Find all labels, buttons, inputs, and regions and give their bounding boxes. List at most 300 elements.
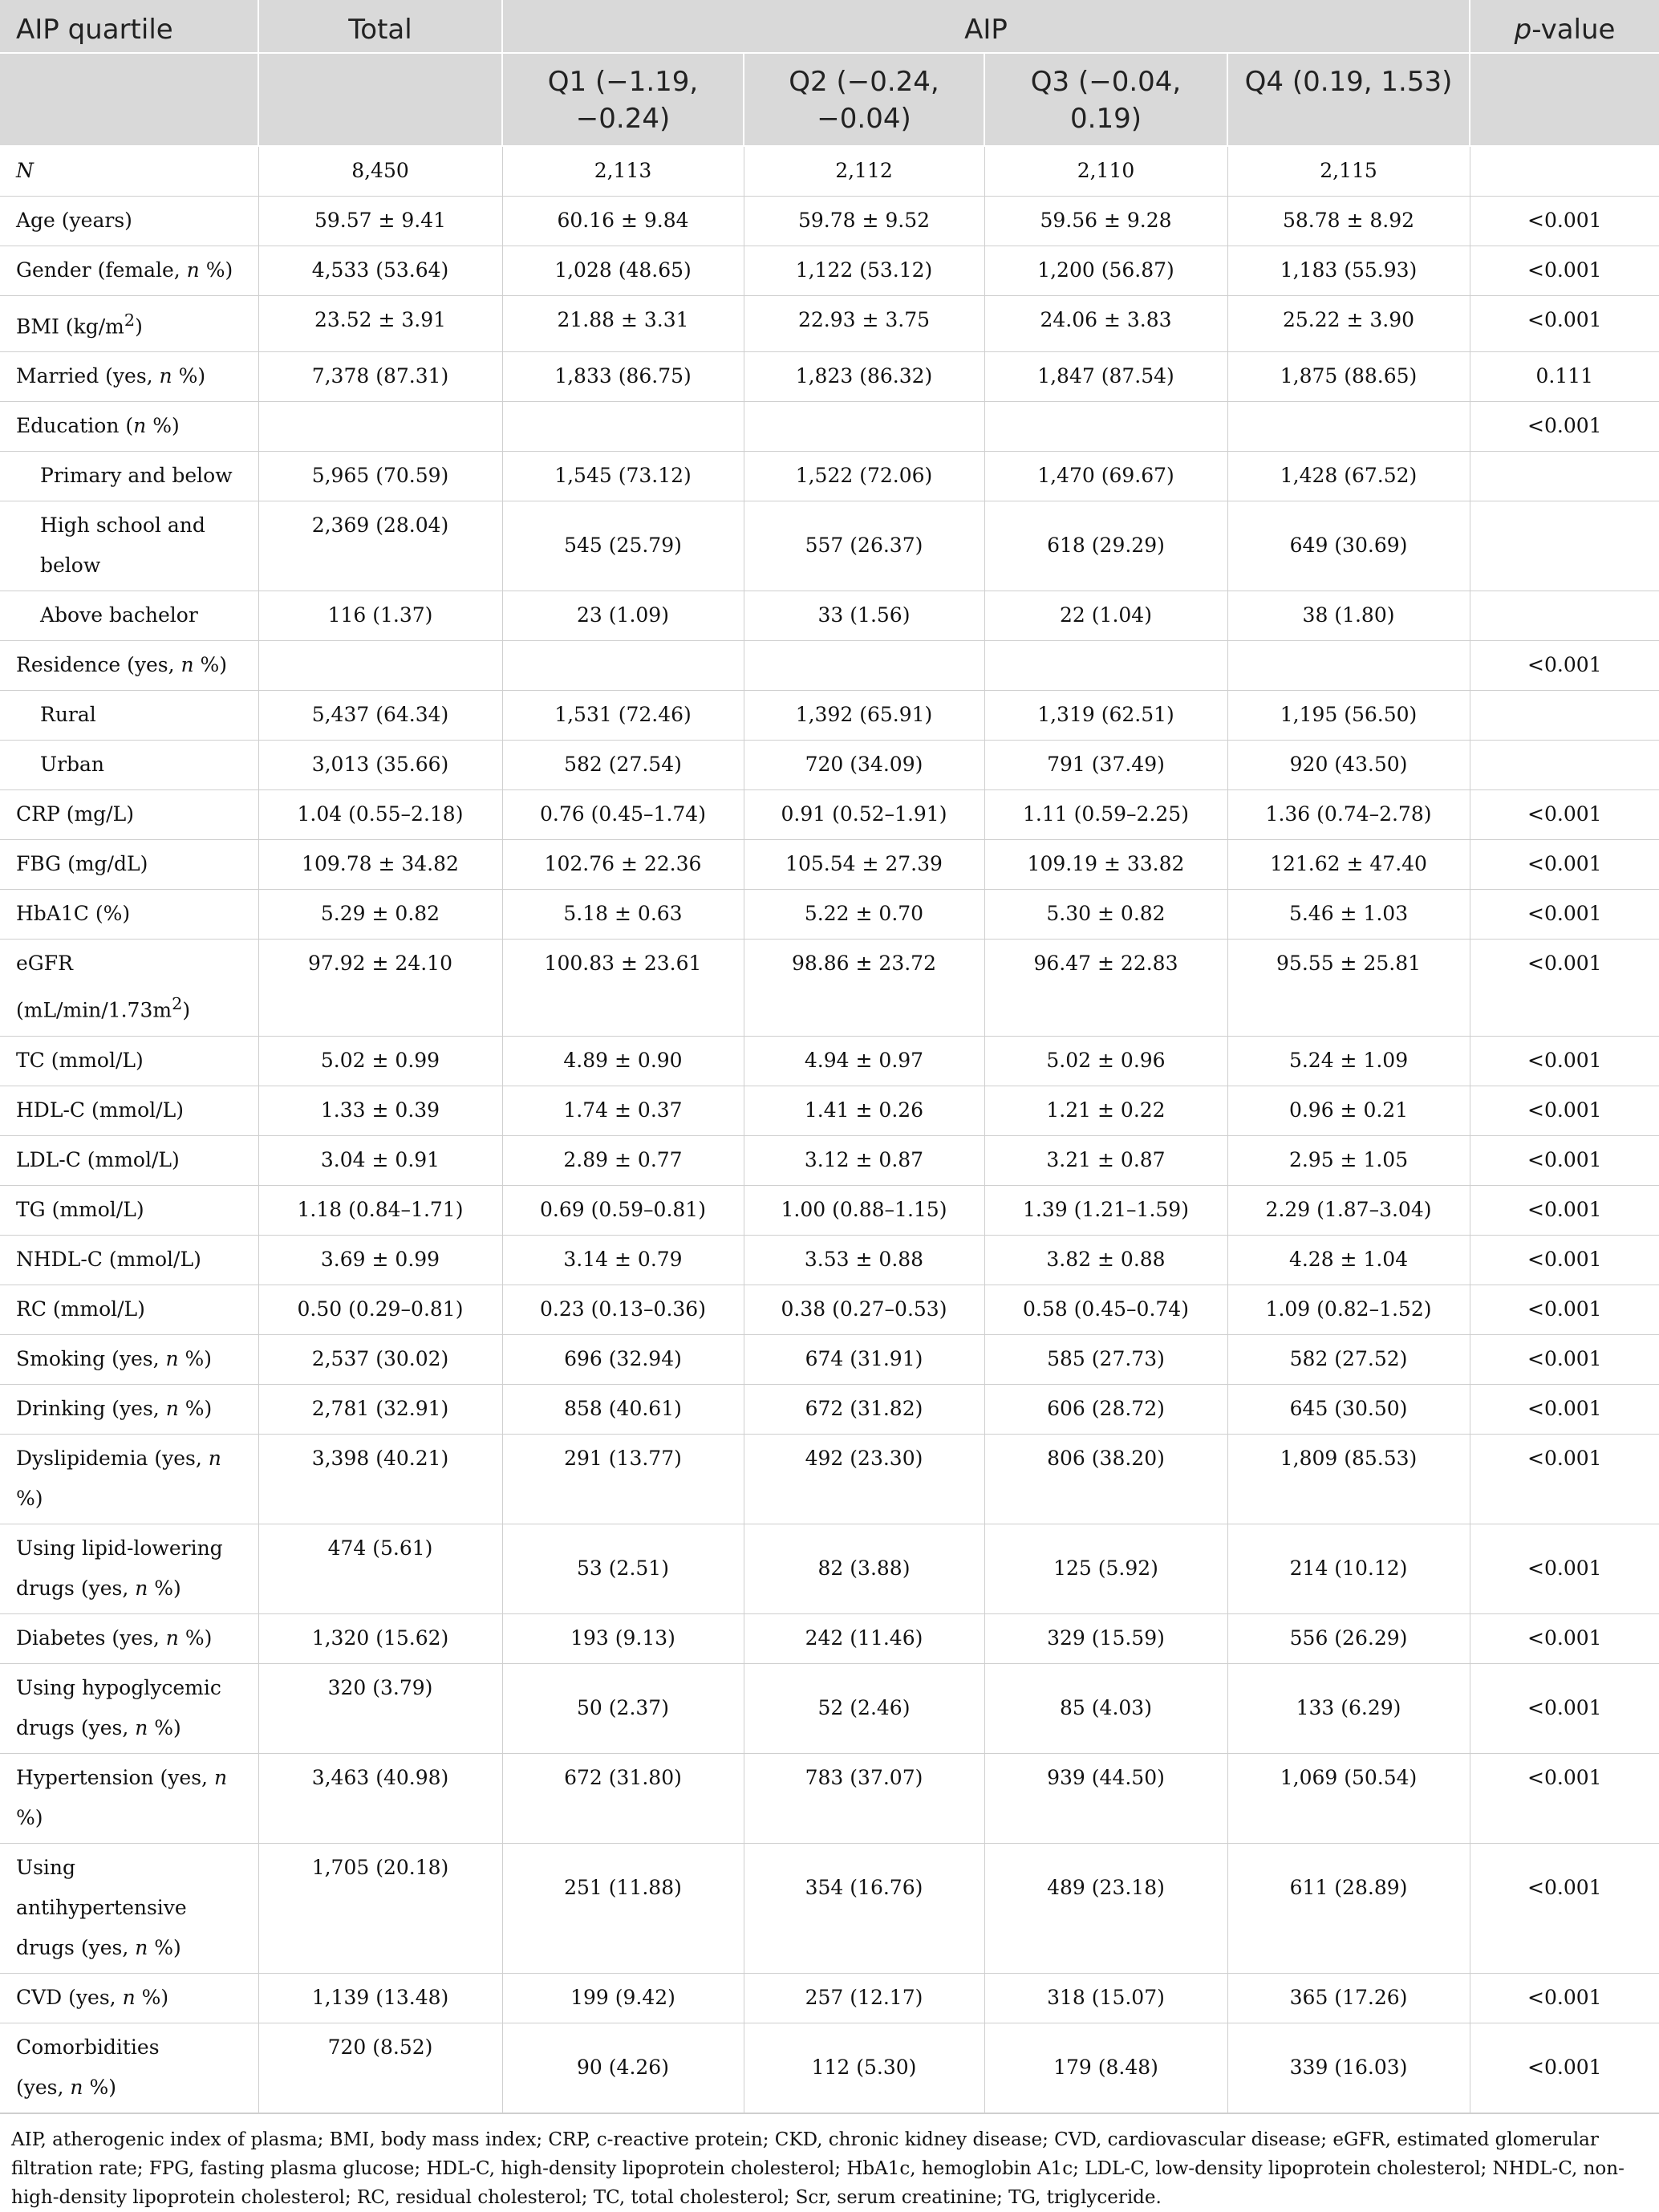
cell-q2: 492 (23.30)	[744, 1434, 984, 1524]
row-label: HbA1C (%)	[0, 890, 258, 940]
cell-total: 23.52 ± 3.91	[258, 296, 502, 352]
cell-q2: 5.22 ± 0.70	[744, 890, 984, 940]
cell-p: <0.001	[1470, 1185, 1659, 1235]
row-label: Age (years)	[0, 197, 258, 246]
cell-q1: 5.18 ± 0.63	[502, 890, 744, 940]
cell-q2: 112 (5.30)	[744, 2023, 984, 2113]
cell-p: <0.001	[1470, 840, 1659, 890]
cell-q3: 109.19 ± 33.82	[984, 840, 1227, 890]
table-row	[0, 790, 1659, 840]
table-row	[0, 1334, 1659, 1384]
label-text: drugs (yes,	[16, 1715, 136, 1739]
cell-q1: 696 (32.94)	[502, 1334, 744, 1384]
label-text: %)	[178, 1626, 213, 1650]
label-text: )	[182, 998, 191, 1022]
cell-q4: 2,115	[1227, 146, 1470, 197]
cell-q3: 618 (29.29)	[984, 501, 1227, 591]
cell-p: <0.001	[1470, 1843, 1659, 1973]
header-aip-quartile: AIP quartile	[0, 0, 258, 53]
table-row	[0, 501, 1659, 591]
cell-total: 3,013 (35.66)	[258, 741, 502, 790]
table-row	[0, 246, 1659, 296]
label-text: %)	[83, 2075, 116, 2099]
cell-total: 1.04 (0.55–2.18)	[258, 790, 502, 840]
label-sup: 2	[124, 310, 136, 330]
cell-total: 5.29 ± 0.82	[258, 890, 502, 940]
cell-q1: 21.88 ± 3.31	[502, 296, 744, 352]
label-text: Married (yes,	[16, 364, 160, 388]
cell-q4: 133 (6.29)	[1227, 1663, 1470, 1753]
cell-p: <0.001	[1470, 1384, 1659, 1434]
cell-q3: 96.47 ± 22.83	[984, 940, 1227, 1036]
cell-q3: 939 (44.50)	[984, 1753, 1227, 1843]
row-label	[0, 1753, 258, 1843]
label-n: n	[165, 1396, 179, 1420]
cell-total: 720 (8.52)	[258, 2023, 502, 2113]
cell-q4: 339 (16.03)	[1227, 2023, 1470, 2113]
row-label	[0, 402, 258, 452]
row-label	[0, 1613, 258, 1663]
cell-q1: 1.74 ± 0.37	[502, 1086, 744, 1135]
label-text: Smoking (yes,	[16, 1346, 166, 1370]
label-text: %)	[16, 1486, 43, 1510]
label-text: Dyslipidemia (yes,	[16, 1446, 209, 1470]
cell-q4: 95.55 ± 25.81	[1227, 940, 1470, 1036]
row-label: LDL-C (mmol/L)	[0, 1135, 258, 1185]
cell-total: 8,450	[258, 146, 502, 197]
cell-p: <0.001	[1470, 1434, 1659, 1524]
cell-q1: 2,113	[502, 146, 744, 197]
cell-total: 320 (3.79)	[258, 1663, 502, 1753]
cell-q2: 720 (34.09)	[744, 741, 984, 790]
cell-q2: 2,112	[744, 146, 984, 197]
cell-q3: 3.82 ± 0.88	[984, 1235, 1227, 1285]
cell-total: 1.33 ± 0.39	[258, 1086, 502, 1135]
cell-q4	[1227, 402, 1470, 452]
cell-p: <0.001	[1470, 641, 1659, 691]
label-sup: 2	[172, 994, 183, 1014]
cell-q2: 4.94 ± 0.97	[744, 1036, 984, 1086]
cell-q4: 1,875 (88.65)	[1227, 352, 1470, 402]
row-label: HDL-C (mmol/L)	[0, 1086, 258, 1135]
cell-q2	[744, 641, 984, 691]
cell-q1: 4.89 ± 0.90	[502, 1036, 744, 1086]
label-line-1: Using antihypertensive	[16, 1855, 187, 1919]
cell-p: <0.001	[1470, 1334, 1659, 1384]
cell-p: <0.001	[1470, 1285, 1659, 1334]
cell-q4: 5.46 ± 1.03	[1227, 890, 1470, 940]
label-n: n	[122, 1985, 136, 2009]
header-row-2	[0, 53, 1659, 146]
cell-q4: 1,809 (85.53)	[1227, 1434, 1470, 1524]
label-text: BMI (kg/m	[16, 315, 124, 339]
cell-p: 0.111	[1470, 352, 1659, 402]
header-q4: Q4 (0.19, 1.53)	[1227, 53, 1470, 146]
cell-q4: 1.36 (0.74–2.78)	[1227, 790, 1470, 840]
cell-p: <0.001	[1470, 1524, 1659, 1613]
table-body	[0, 146, 1659, 2113]
label-text: CVD (yes,	[16, 1985, 123, 2009]
cell-p: <0.001	[1470, 402, 1659, 452]
cell-q1: 23 (1.09)	[502, 591, 744, 641]
header-aip-group: AIP	[502, 0, 1470, 53]
cell-q3: 1,319 (62.51)	[984, 691, 1227, 741]
label-text: Hypertension (yes,	[16, 1765, 214, 1789]
row-label: RC (mmol/L)	[0, 1285, 258, 1334]
cell-q2: 105.54 ± 27.39	[744, 840, 984, 890]
cell-p	[1470, 691, 1659, 741]
cell-q4: 582 (27.52)	[1227, 1334, 1470, 1384]
label-n: n	[213, 1765, 228, 1789]
cell-total: 7,378 (87.31)	[258, 352, 502, 402]
cell-q2: 1.00 (0.88–1.15)	[744, 1185, 984, 1235]
cell-q1: 193 (9.13)	[502, 1613, 744, 1663]
cell-total	[258, 641, 502, 691]
row-label	[0, 2023, 258, 2113]
cell-q2: 1.41 ± 0.26	[744, 1086, 984, 1135]
cell-q2: 557 (26.37)	[744, 501, 984, 591]
cell-q2: 33 (1.56)	[744, 591, 984, 641]
table-row	[0, 741, 1659, 790]
row-label: Primary and below	[0, 452, 258, 501]
cell-q1: 1,531 (72.46)	[502, 691, 744, 741]
cell-q2: 98.86 ± 23.72	[744, 940, 984, 1036]
cell-q2: 674 (31.91)	[744, 1334, 984, 1384]
row-label: Rural	[0, 691, 258, 741]
cell-q1: 0.23 (0.13–0.36)	[502, 1285, 744, 1334]
cell-q1	[502, 402, 744, 452]
row-label	[0, 352, 258, 402]
label-text: %)	[148, 1715, 181, 1739]
cell-q4: 1,183 (55.93)	[1227, 246, 1470, 296]
cell-q1: 545 (25.79)	[502, 501, 744, 591]
cell-q1: 100.83 ± 23.61	[502, 940, 744, 1036]
cell-q3: 0.58 (0.45–0.74)	[984, 1285, 1227, 1334]
table-row	[0, 296, 1659, 352]
header-p-value	[1470, 0, 1659, 53]
cell-q4: 1,195 (56.50)	[1227, 691, 1470, 741]
cell-q2: 59.78 ± 9.52	[744, 197, 984, 246]
label-text: %)	[146, 414, 180, 438]
cell-q4: 5.24 ± 1.09	[1227, 1036, 1470, 1086]
cell-total: 3,463 (40.98)	[258, 1753, 502, 1843]
cell-p: <0.001	[1470, 1613, 1659, 1663]
cell-total: 2,537 (30.02)	[258, 1334, 502, 1384]
cell-q3	[984, 641, 1227, 691]
header-q3: Q3 (−0.04, 0.19)	[984, 53, 1227, 146]
label-line-2: below	[40, 554, 101, 578]
cell-q2	[744, 402, 984, 452]
table-row	[0, 1843, 1659, 1973]
table-row	[0, 1185, 1659, 1235]
table-row	[0, 890, 1659, 940]
cell-q1: 90 (4.26)	[502, 2023, 744, 2113]
table-row	[0, 452, 1659, 501]
table-row	[0, 1434, 1659, 1524]
table-row	[0, 1235, 1659, 1285]
cell-q4: 365 (17.26)	[1227, 1973, 1470, 2023]
table-row	[0, 352, 1659, 402]
label-text: Gender (female,	[16, 258, 187, 282]
row-label: CRP (mg/L)	[0, 790, 258, 840]
cell-q2: 82 (3.88)	[744, 1524, 984, 1613]
table-row	[0, 1086, 1659, 1135]
cell-q3: 585 (27.73)	[984, 1334, 1227, 1384]
table-row	[0, 1384, 1659, 1434]
label-text: %)	[178, 1396, 213, 1420]
cell-q4: 25.22 ± 3.90	[1227, 296, 1470, 352]
table-row	[0, 840, 1659, 890]
row-label	[0, 940, 258, 1036]
table-row	[0, 402, 1659, 452]
cell-q3: 3.21 ± 0.87	[984, 1135, 1227, 1185]
cell-total: 5.02 ± 0.99	[258, 1036, 502, 1086]
cell-q1: 0.76 (0.45–1.74)	[502, 790, 744, 840]
cell-q2: 22.93 ± 3.75	[744, 296, 984, 352]
cell-q3: 2,110	[984, 146, 1227, 197]
cell-q4	[1227, 641, 1470, 691]
cell-q1: 251 (11.88)	[502, 1843, 744, 1973]
table-row	[0, 197, 1659, 246]
table-row	[0, 1135, 1659, 1185]
label-text: %)	[172, 364, 206, 388]
row-label	[0, 246, 258, 296]
row-label: TG (mmol/L)	[0, 1185, 258, 1235]
header-total: Total	[258, 0, 502, 53]
cell-q3: 606 (28.72)	[984, 1384, 1227, 1434]
cell-total: 97.92 ± 24.10	[258, 940, 502, 1036]
row-label	[0, 296, 258, 352]
cell-p	[1470, 591, 1659, 641]
cell-q4: 645 (30.50)	[1227, 1384, 1470, 1434]
cell-p: <0.001	[1470, 1235, 1659, 1285]
label-text: %)	[148, 1935, 181, 1959]
cell-p: <0.001	[1470, 790, 1659, 840]
table-row	[0, 1036, 1659, 1086]
row-label	[0, 146, 258, 197]
cell-q2: 3.12 ± 0.87	[744, 1135, 984, 1185]
cell-q3	[984, 402, 1227, 452]
label-text: Education (	[16, 414, 134, 438]
label-text: %)	[193, 653, 228, 677]
cell-p: <0.001	[1470, 1663, 1659, 1753]
row-label	[0, 1434, 258, 1524]
row-label: NHDL-C (mmol/L)	[0, 1235, 258, 1285]
cell-q3: 59.56 ± 9.28	[984, 197, 1227, 246]
cell-q2: 0.38 (0.27–0.53)	[744, 1285, 984, 1334]
label-text: Drinking (yes,	[16, 1396, 166, 1420]
table-row	[0, 1753, 1659, 1843]
cell-q4: 2.29 (1.87–3.04)	[1227, 1185, 1470, 1235]
cell-total: 1,139 (13.48)	[258, 1973, 502, 2023]
cell-total: 116 (1.37)	[258, 591, 502, 641]
cell-q2: 1,522 (72.06)	[744, 452, 984, 501]
table-row	[0, 2023, 1659, 2113]
label-text: (yes,	[16, 2075, 71, 2099]
table-row	[0, 591, 1659, 641]
cell-p: <0.001	[1470, 246, 1659, 296]
cell-q4: 38 (1.80)	[1227, 591, 1470, 641]
cell-total: 4,533 (53.64)	[258, 246, 502, 296]
cell-p: <0.001	[1470, 1135, 1659, 1185]
row-label	[0, 501, 258, 591]
cell-q3: 85 (4.03)	[984, 1663, 1227, 1753]
cell-q4: 649 (30.69)	[1227, 501, 1470, 591]
cell-q2: 0.91 (0.52–1.91)	[744, 790, 984, 840]
cell-total: 59.57 ± 9.41	[258, 197, 502, 246]
cell-q3: 1.21 ± 0.22	[984, 1086, 1227, 1135]
label-n: n	[208, 1446, 221, 1470]
cell-q4: 1,069 (50.54)	[1227, 1753, 1470, 1843]
table-row	[0, 940, 1659, 1036]
header-empty-2	[258, 53, 502, 146]
cell-q4: 611 (28.89)	[1227, 1843, 1470, 1973]
header-q1: Q1 (−1.19, −0.24)	[502, 53, 744, 146]
cell-p: <0.001	[1470, 1086, 1659, 1135]
cell-q4: 214 (10.12)	[1227, 1524, 1470, 1613]
cell-p: <0.001	[1470, 1973, 1659, 2023]
cell-q3: 5.02 ± 0.96	[984, 1036, 1227, 1086]
cell-q3: 489 (23.18)	[984, 1843, 1227, 1973]
cell-total: 5,437 (64.34)	[258, 691, 502, 741]
header-row-1	[0, 0, 1659, 53]
label-n: n	[159, 364, 172, 388]
cell-total: 2,781 (32.91)	[258, 1384, 502, 1434]
cell-q1: 102.76 ± 22.36	[502, 840, 744, 890]
label-text: eGFR (mL/min/1.73m	[16, 952, 172, 1022]
cell-q1: 1,545 (73.12)	[502, 452, 744, 501]
row-label	[0, 641, 258, 691]
cell-q2: 672 (31.82)	[744, 1384, 984, 1434]
label-n: n	[135, 1576, 148, 1600]
cell-q2: 242 (11.46)	[744, 1613, 984, 1663]
cell-q1: 0.69 (0.59–0.81)	[502, 1185, 744, 1235]
row-label: Urban	[0, 741, 258, 790]
cell-q3: 791 (37.49)	[984, 741, 1227, 790]
cell-total: 0.50 (0.29–0.81)	[258, 1285, 502, 1334]
cell-q3: 24.06 ± 3.83	[984, 296, 1227, 352]
label-n: n	[70, 2075, 83, 2099]
cell-q1: 291 (13.77)	[502, 1434, 744, 1524]
label-line-1: High school and	[40, 513, 205, 538]
label-n: n	[181, 653, 194, 677]
cell-q3: 1,200 (56.87)	[984, 246, 1227, 296]
label-n: n	[135, 1715, 148, 1739]
cell-p	[1470, 146, 1659, 197]
header-q2: Q2 (−0.24, −0.04)	[744, 53, 984, 146]
label-text: drugs (yes,	[16, 1935, 136, 1959]
cell-q4: 4.28 ± 1.04	[1227, 1235, 1470, 1285]
cell-q3: 806 (38.20)	[984, 1434, 1227, 1524]
label-text: %)	[199, 258, 233, 282]
row-label: TC (mmol/L)	[0, 1036, 258, 1086]
cell-total: 1,320 (15.62)	[258, 1613, 502, 1663]
cell-q4: 121.62 ± 47.40	[1227, 840, 1470, 890]
label-text: %)	[16, 1805, 43, 1829]
n-label: N	[16, 159, 34, 182]
cell-p: <0.001	[1470, 1036, 1659, 1086]
table-footnote: AIP, atherogenic index of plasma; BMI, body mass index; CRP, c-reactive protein; CKD, chronic kidney disease; CVD, cardiovascular disease; eGFR, estimated glomerular filtration rate; FPG, fasting plasma glucose; HDL-C, high-density lipoprotein cholesterol; HbA1c, hemoglobin A1c; LDL-C, low-density lipoprotein cholesterol; NHDL-C, non-high-density lipoprotein cholesterol; RC, residual cholesterol; TC, total cholesterol; Scr, serum creatinine; TG, triglyceride.	[0, 2113, 1659, 2212]
label-text: )	[135, 315, 143, 339]
cell-q1: 858 (40.61)	[502, 1384, 744, 1434]
table-row	[0, 146, 1659, 197]
cell-total: 3,398 (40.21)	[258, 1434, 502, 1524]
cell-q3: 1,847 (87.54)	[984, 352, 1227, 402]
cell-q3: 318 (15.07)	[984, 1973, 1227, 2023]
cell-q1: 672 (31.80)	[502, 1753, 744, 1843]
cell-total: 2,369 (28.04)	[258, 501, 502, 591]
label-text: %)	[178, 1346, 213, 1370]
cell-q1: 3.14 ± 0.79	[502, 1235, 744, 1285]
cell-q1: 2.89 ± 0.77	[502, 1135, 744, 1185]
cell-p	[1470, 501, 1659, 591]
label-line-1: Comorbidities	[16, 2035, 160, 2059]
cell-q3: 1.39 (1.21–1.59)	[984, 1185, 1227, 1235]
table-row	[0, 691, 1659, 741]
cell-total: 109.78 ± 34.82	[258, 840, 502, 890]
cell-q1: 60.16 ± 9.84	[502, 197, 744, 246]
cell-q1	[502, 641, 744, 691]
cell-p: <0.001	[1470, 296, 1659, 352]
label-n: n	[135, 1935, 148, 1959]
label-text: %)	[135, 1985, 169, 2009]
row-label	[0, 1973, 258, 2023]
cell-q3: 125 (5.92)	[984, 1524, 1227, 1613]
cell-q3: 22 (1.04)	[984, 591, 1227, 641]
cell-q3: 5.30 ± 0.82	[984, 890, 1227, 940]
cell-q3: 329 (15.59)	[984, 1613, 1227, 1663]
row-label	[0, 1384, 258, 1434]
table-row	[0, 1613, 1659, 1663]
cell-p: <0.001	[1470, 1753, 1659, 1843]
table-header	[0, 0, 1659, 146]
cell-q2: 783 (37.07)	[744, 1753, 984, 1843]
cell-q2: 1,122 (53.12)	[744, 246, 984, 296]
cell-total	[258, 402, 502, 452]
header-empty-1	[0, 53, 258, 146]
cell-q3: 179 (8.48)	[984, 2023, 1227, 2113]
table-row	[0, 1663, 1659, 1753]
row-label: FBG (mg/dL)	[0, 840, 258, 890]
cell-total: 5,965 (70.59)	[258, 452, 502, 501]
cell-total: 1,705 (20.18)	[258, 1843, 502, 1973]
row-label: Above bachelor	[0, 591, 258, 641]
label-text: Residence (yes,	[16, 653, 181, 677]
label-text: Diabetes (yes,	[16, 1626, 166, 1650]
label-n: n	[165, 1346, 179, 1370]
row-label	[0, 1843, 258, 1973]
cell-q1: 53 (2.51)	[502, 1524, 744, 1613]
cell-q4: 1.09 (0.82–1.52)	[1227, 1285, 1470, 1334]
cell-q4: 556 (26.29)	[1227, 1613, 1470, 1663]
cell-p: <0.001	[1470, 890, 1659, 940]
cell-q3: 1.11 (0.59–2.25)	[984, 790, 1227, 840]
label-n: n	[186, 258, 200, 282]
cell-q4: 58.78 ± 8.92	[1227, 197, 1470, 246]
table-row	[0, 1285, 1659, 1334]
cell-q1: 582 (27.54)	[502, 741, 744, 790]
cell-q3: 1,470 (69.67)	[984, 452, 1227, 501]
cell-p: <0.001	[1470, 2023, 1659, 2113]
label-n: n	[165, 1626, 179, 1650]
table-row	[0, 1524, 1659, 1613]
header-p-italic: p	[1514, 14, 1532, 46]
label-line-1: Using lipid-lowering	[16, 1536, 223, 1560]
cell-total: 1.18 (0.84–1.71)	[258, 1185, 502, 1235]
row-label	[0, 1524, 258, 1613]
cell-q2: 1,823 (86.32)	[744, 352, 984, 402]
cell-q2: 3.53 ± 0.88	[744, 1235, 984, 1285]
